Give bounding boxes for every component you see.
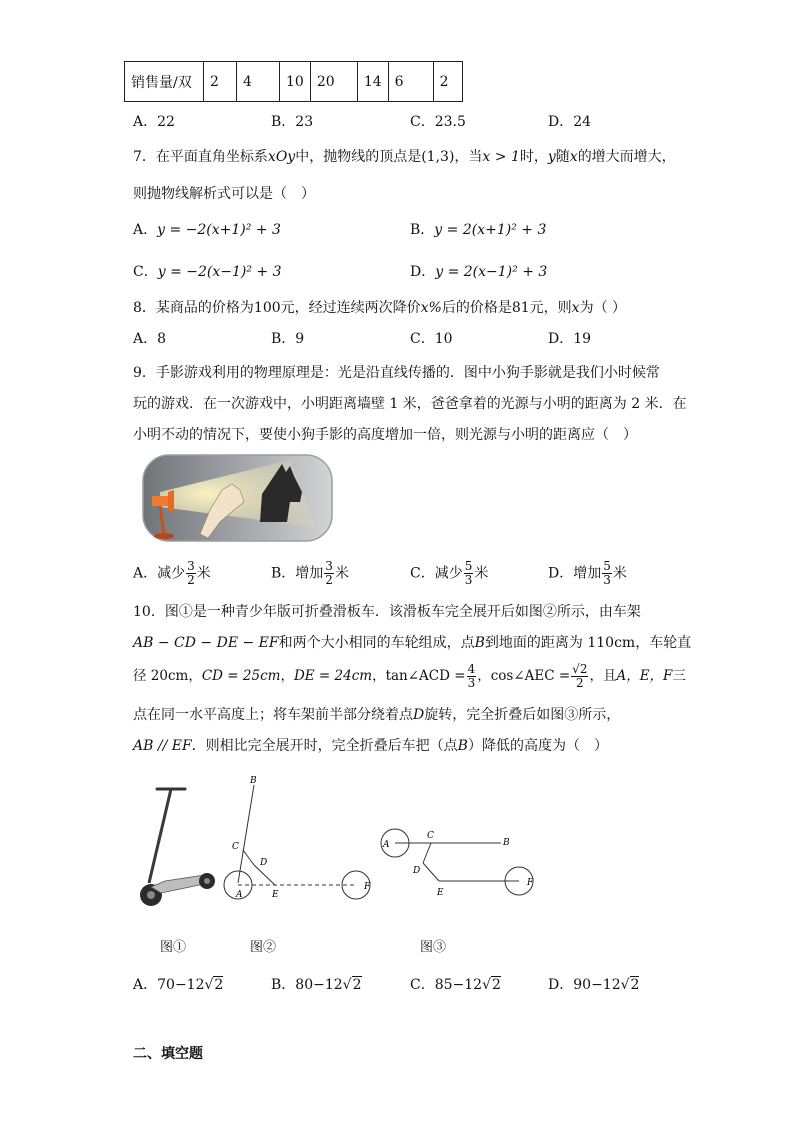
q7-option-d [410,261,547,281]
fig2-de-line [254,865,275,885]
caption-figure-1: 图① [160,940,187,955]
option-radicand: 2 [630,977,640,993]
fig3-label-d: D [413,866,421,876]
q7-text: ，当 [454,149,483,165]
fraction-den: 2 [325,573,333,587]
q8-option-b: B．9 [271,331,305,347]
scooter-stem [149,789,171,883]
q10-de: DE = 24cm [293,668,373,684]
table-cell: 4 [237,62,280,102]
q6-option-d: D．24 [548,114,592,130]
option-value: 70 [157,977,175,993]
q8-x: x [571,300,580,316]
option-value: 80 [295,977,314,993]
option-radicand: 2 [214,977,224,993]
q7-option-b [410,219,546,239]
q7-stem-line2: 则抛物线解析式可以是（ ） [133,186,315,202]
q7-text: 7．在平面直角坐标系 [133,149,268,165]
option-label: A． [133,977,158,993]
lamp-shade [168,490,174,512]
q10-cos: cos∠AEC = [490,668,571,684]
table-header-cell: 销售量/双 [125,62,204,102]
fraction-den: 3 [464,573,473,587]
q8-stem [133,297,626,317]
q7-y: y [547,149,556,165]
option-label: D． [410,264,436,280]
option-label: C． [410,977,435,993]
q8-xpct: x% [420,300,442,316]
sales-table [124,61,463,102]
q7-text: 的增大而增大， [577,149,676,165]
fig3-label-f: F [527,878,534,888]
q10-stem-line5 [133,735,608,755]
fraction-num: 3 [187,559,195,573]
fig3-de-line [423,863,439,881]
option-expr: y = 2(x−1)² + 3 [435,264,548,280]
table-cell: 2 [204,62,237,102]
q10-stem-line1: 10．图①是一种青少年版可折叠滑板车．该滑板车完全展开后如图②所示，由车架 [133,604,641,620]
lamp-base [154,533,174,539]
q8-option-d: D．19 [548,331,592,347]
section-title: 二、填空题 [133,1046,203,1062]
option-label: A． [133,222,158,238]
fraction [186,560,196,587]
q10-stem-line3 [133,663,686,690]
q7-vertex: (1,3) [421,149,455,165]
option-label: B． [271,977,296,993]
fig2-label-d: D [260,858,268,868]
q8-text: 为（ ） [579,300,627,316]
q10-point-b: B [457,738,468,754]
fraction-den: 2 [187,573,195,587]
q10-frame: AB − CD − DE − EF [133,635,279,651]
fraction-num: √2 [572,662,588,676]
fraction [571,663,588,690]
fraction-den: 2 [575,676,584,690]
lamp-head [152,496,168,506]
fig2-label-f: F [364,882,371,892]
q10-parallel: AB // EF [133,738,192,754]
option-text: C．减少 [410,565,463,582]
q7-option-a [133,219,281,239]
option-expr: y = −2(x−1)² + 3 [157,264,282,280]
q7-stem-line1 [133,146,676,166]
q6-option-a: A．22 [133,114,175,130]
q10-option-a: A．70−12√2 [133,977,224,993]
q10-text: 到地面的距离为 110cm，车轮直 [484,635,692,651]
fraction [467,663,477,690]
option-text: 米 [196,565,211,582]
q10-option-b: B．80−12√2 [271,977,362,993]
q10-tan: tan∠ACD = [385,668,466,684]
q10-text: ．则相比完全展开时，完全折叠后车把（点 [191,738,458,754]
shadow-puppet-illustration [140,452,335,544]
fig2-label-c: C [232,842,239,852]
caption-figure-2: 图② [250,940,277,955]
table-cell: 20 [310,62,357,102]
fig2-ab-line [238,785,254,883]
q7-x: x [569,149,578,165]
caption-figure-3: 图③ [420,940,447,955]
option-value: 90 [573,977,592,993]
scooter-photo [135,783,220,913]
option-radicand: 2 [352,977,362,993]
q6-option-b: B．23 [271,114,314,130]
q9-option-c [410,560,488,587]
option-text: A．减少 [133,565,186,582]
q9-option-b [271,560,349,587]
q10-text: ）降低的高度为（ ） [467,738,608,754]
q8-text: 后的价格是81元，则 [441,300,572,316]
scooter-front-hub [147,891,155,899]
q10-point-b: B [474,635,485,651]
q10-text: ，且 [589,668,617,684]
q8-text: 8．某商品的价格为100元，经过连续两次降价 [133,300,421,316]
q10-text: 旋转，完全折叠后如图③所示， [424,707,621,723]
option-label: D． [548,977,574,993]
fraction [324,560,334,587]
fig3-label-a: A [383,840,390,850]
q10-point-d: D [413,707,425,723]
q10-text: ， [372,668,386,684]
option-text: 米 [474,565,489,582]
q10-stem-line4 [133,704,620,724]
fraction-num: 5 [464,559,473,573]
q7-condition: x > 1 [482,149,520,165]
fig2-cd-line [243,850,254,865]
q10-text: 点在同一水平高度上；将车架前半部分绕着点 [133,707,413,723]
fig3-label-b: B [503,838,510,848]
q10-cd: CD = 25cm [201,668,281,684]
fig3-cd-line [423,843,431,863]
q10-stem-line2 [133,632,691,652]
option-text: 米 [612,565,627,582]
option-radicand: 2 [492,977,501,993]
option-label: B． [410,222,435,238]
option-text: 米 [334,565,349,582]
q10-text: ， [280,668,294,684]
fig2-label-e: E [272,890,279,900]
table-cell: 10 [280,62,311,102]
q7-option-c [133,261,282,281]
figure-3 [373,823,543,903]
option-label: C． [133,264,158,280]
fraction-num: 5 [603,559,611,573]
option-value: 85 [434,977,453,993]
fig2-label-a: A [236,890,243,900]
fig3-label-c: C [427,831,434,841]
fig3-label-e: E [437,888,444,898]
fraction-den: 3 [603,573,611,587]
q10-option-c: C．85−12√2 [410,977,501,993]
q10-aef: A，E，F [616,668,673,684]
q9-stem-line2: 玩的游戏．在一次游戏中，小明距离墙壁 1 米，爸爸拿着的光源与小明的距离为 2 米．在 [133,396,687,412]
q7-text: 时， [519,149,548,165]
scooter-rear-hub [204,878,210,884]
fraction-den: 3 [467,676,476,690]
table-cell: 14 [357,62,388,102]
fraction [602,560,612,587]
table-cell: 6 [388,62,433,102]
q6-option-c: C．23.5 [410,114,466,130]
fraction-num: 3 [325,559,333,573]
q7-xoy: xOy [267,149,296,165]
table-row [125,62,463,102]
q9-option-a [133,560,211,587]
option-expr: y = 2(x+1)² + 3 [434,222,547,238]
q10-text: 和两个大小相同的车轮组成，点 [278,635,475,651]
q10-text: ， [477,668,491,684]
q9-stem-line3: 小明不动的情况下，要使小狗手影的高度增加一倍，则光源与小明的距离应（ ） [133,427,637,443]
figure-2 [218,773,378,903]
q10-text: 三 [672,668,686,684]
option-expr: y = −2(x+1)² + 3 [157,222,281,238]
q9-option-d [548,560,627,587]
option-text: B．增加 [271,565,324,582]
q7-text: 随 [555,149,570,165]
q8-option-c: C．10 [410,331,453,347]
q10-option-d: D．90−12√2 [548,977,640,993]
fraction [464,560,474,587]
q7-text: 中，抛物线的顶点是 [295,149,422,165]
q9-stem-line1: 9．手影游戏利用的物理原理是：光是沿直线传播的．图中小狗手影就是我们小时候常 [133,365,660,381]
option-text: D．增加 [548,565,602,582]
q8-option-a: A．8 [133,331,167,347]
fraction-num: 4 [467,662,476,676]
fig2-label-b: B [250,776,257,786]
q10-text: 径 20cm， [133,668,202,684]
table-cell: 2 [433,62,462,102]
